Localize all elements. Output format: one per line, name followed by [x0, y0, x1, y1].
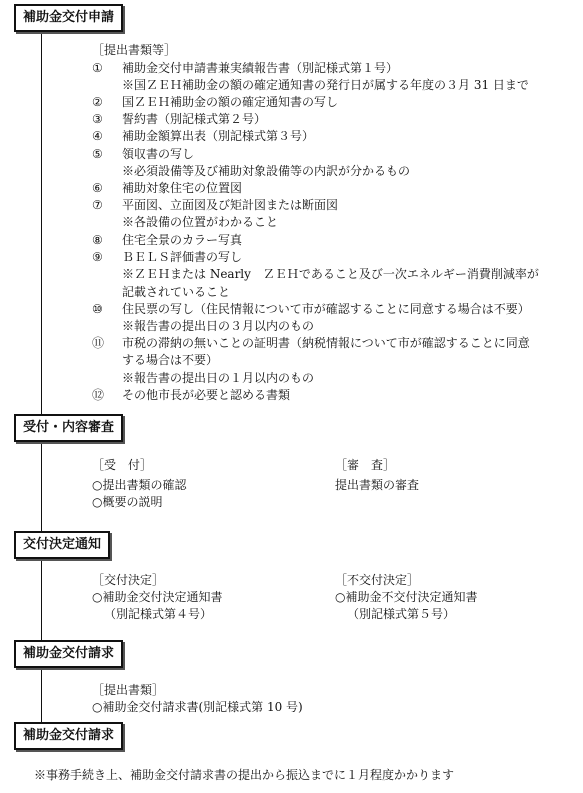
item-note: ※各設備の位置がわかること — [122, 215, 279, 229]
step-decision-box: 交付決定通知 — [14, 531, 110, 559]
item-text: 平面図、立面図及び矩計図または断面図 — [122, 198, 339, 212]
nongrant-decision-item: （別記様式第５号） — [347, 607, 456, 621]
item-note: する場合は不要） — [122, 353, 219, 367]
flow-connector — [41, 668, 42, 722]
grant-decision-header: ［交付決定］ — [92, 573, 165, 587]
item-number: ⑪ — [92, 336, 105, 350]
application-header: ［提出書類等］ — [92, 43, 177, 57]
item-text: 補助対象住宅の位置図 — [122, 181, 243, 195]
step-review-box: 受付・内容審査 — [14, 414, 123, 442]
item-number: ④ — [92, 129, 103, 143]
examination-item: 提出書類の審査 — [335, 478, 420, 492]
examination-header: ［審 査］ — [335, 458, 396, 472]
item-number: ⑩ — [92, 302, 103, 316]
item-number: ⑤ — [92, 147, 103, 161]
item-text: 補助金額算出表（別記様式第３号） — [122, 129, 315, 143]
item-text: 補助金交付申請書兼実績報告書（別記様式第１号） — [122, 61, 399, 75]
item-note: 記載されていること — [122, 285, 231, 299]
flow-connector — [41, 30, 42, 414]
item-text: 市税の滞納の無いことの証明書（納税情報について市が確認することに同意 — [122, 336, 530, 350]
step-payment-box: 補助金交付請求 — [14, 722, 123, 750]
step-application-box: 補助金交付申請 — [14, 4, 123, 32]
item-number: ⑥ — [92, 181, 103, 195]
item-number: ⑦ — [92, 198, 103, 212]
item-text: 領収書の写し — [122, 147, 195, 161]
flow-connector — [41, 560, 42, 640]
nongrant-decision-header: ［不交付決定］ — [335, 573, 420, 587]
item-note: ※必須設備等及び補助対象設備等の内訳が分かるもの — [122, 164, 411, 178]
footnote: ※事務手続き上、補助金交付請求書の提出から振込までに１月程度かかります — [34, 768, 455, 782]
item-text: 住宅全景のカラー写真 — [122, 233, 243, 247]
item-note: ※国ＺＥＨ補助金の額の確定通知書の発行日が属する年度の３月 31 日まで — [122, 78, 529, 92]
item-number: ⑨ — [92, 250, 103, 264]
request-header: ［提出書類］ — [92, 683, 165, 697]
request-item: ○補助金交付請求書(別記様式第 10 号) — [92, 700, 303, 714]
grant-decision-item: ○補助金交付決定通知書 — [92, 590, 223, 604]
item-text: 誓約書（別記様式第２号） — [122, 112, 267, 126]
item-number: ① — [92, 61, 103, 75]
item-text: ＢＥＬＳ評価書の写し — [122, 250, 243, 264]
grant-decision-item: （別記様式第４号） — [104, 607, 213, 621]
item-number: ⑫ — [92, 388, 105, 402]
item-text: 住民票の写し（住民情報について市が確認することに同意する場合は不要） — [122, 302, 530, 316]
step-request-box: 補助金交付請求 — [14, 640, 123, 668]
item-note: ※報告書の提出日の１月以内のもの — [122, 371, 315, 385]
item-number: ⑧ — [92, 233, 103, 247]
item-number: ② — [92, 95, 103, 109]
item-text: その他市長が必要と認める書類 — [122, 388, 291, 402]
nongrant-decision-item: ○補助金不交付決定通知書 — [335, 590, 478, 604]
item-text: 国ＺＥＨ補助金の額の確定通知書の写し — [122, 95, 339, 109]
item-note: ※ＺＥＨまたは Nearly ＺＥＨであること及び一次エネルギー消費削減率が — [122, 267, 539, 281]
item-note: ※報告書の提出日の３月以内のもの — [122, 319, 315, 333]
reception-item: ○概要の説明 — [92, 495, 163, 509]
flow-connector — [41, 442, 42, 532]
item-number: ③ — [92, 112, 103, 126]
reception-header: ［受 付］ — [92, 458, 153, 472]
reception-item: ○提出書類の確認 — [92, 478, 187, 492]
